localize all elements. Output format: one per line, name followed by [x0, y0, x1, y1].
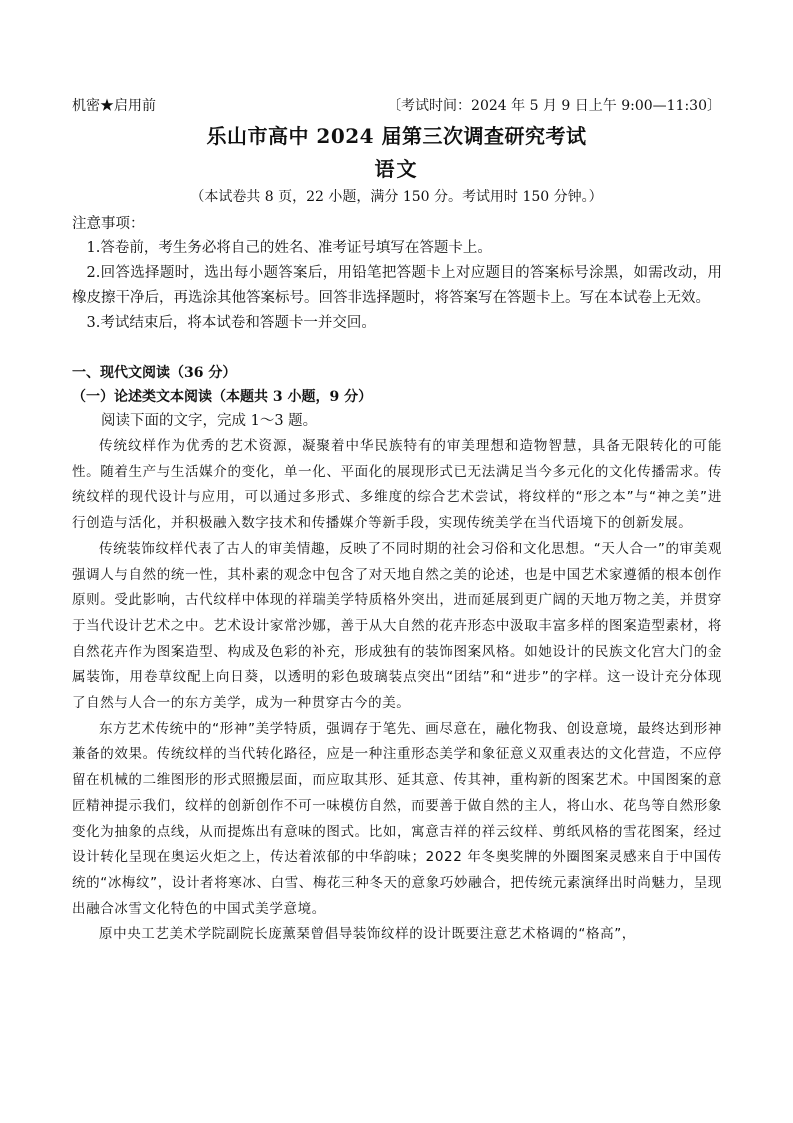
note-item: 3.考试结束后，将本试卷和答题卡一并交回。	[86, 315, 376, 331]
notes-list	[72, 236, 722, 336]
passage-paragraph: 传统纹样作为优秀的艺术资源，凝聚着中华民族特有的审美理想和造物智慧，具备无限转化的可能性。随着生产与生活媒介的变化，单一化、平面化的展现形式已无法满足当今多元化的文化传播需求。传统纹样的现代设计与应用，可以通过多形式、多维度的综合艺术尝试，将纹样的“形之本”与“神之美”进行创造与活化，并积极融入数字技术和传播媒介等新手段，实现传统美学在当代语境下的创新发展。	[72, 438, 722, 532]
section-heading: 一、现代文阅读（36 分）	[72, 365, 237, 381]
confidential-label: 机密★启用前	[72, 98, 156, 114]
exam-time: 〔考试时间：2024 年 5 月 9 日上午 9:00—11:30〕	[387, 98, 721, 114]
reading-instruction: 阅读下面的文字，完成 1～3 题。	[101, 413, 318, 429]
subject-title: 语文	[374, 157, 419, 181]
passage-paragraph: 原中央工艺美术学院副院长庞薰琹曾倡导装饰纹样的设计既要注意艺术格调的“格高”，	[99, 926, 636, 943]
page-title: 乐山市高中 2024 届第三次调查研究考试	[206, 124, 587, 148]
header-line	[72, 96, 721, 116]
note-item: 1.答卷前，考生务必将自己的姓名、准考证号填写在答题卡上。	[86, 240, 492, 256]
subsection-heading: （一）论述类文本阅读（本题共 3 小题，9 分）	[72, 389, 373, 405]
passage-paragraph: 东方艺术传统中的“形神”美学特质，强调存于笔先、画尽意在，融化物我、创设意境，最终达到形神兼备的效果。传统纹样的当代转化路径，应是一种注重形态美学和象征意义双重表达的文化营造，不应停留在机械的二维图形的形式照搬层面，而应取其形、延其意、传其神，重构新的图案艺术。中国图案的意匠精神提示我们，纹样的创新创作不可一味模仿自然，而要善于做自然的主人，将山水、花鸟等自然形象变化为抽象的点线，从而提炼出有意味的图式。比如，寓意吉祥的祥云纹样、剪纸风格的雪花图案，经过设计转化呈现在奥运火炬之上，传达着浓郁的中华韵味；2022 年冬奥奖牌的外圈图案灵感来自于中国传统的“冰梅纹”，设计者将寒冰、白雪、梅花三种冬天的意象巧妙融合，把传统元素演绎出时尚魅力，呈现出融合冰雪文化特色的中国式美学意境。	[72, 720, 722, 917]
exam-info: （本试卷共 8 页，22 小题，满分 150 分。考试用时 150 分钟。）	[190, 189, 603, 205]
reading-passage	[72, 434, 722, 948]
passage-paragraph: 传统装饰纹样代表了古人的审美情趣，反映了不同时期的社会习俗和文化思想。“天人合一”的审美观强调人与自然的统一性，其朴素的观念中包含了对天地自然之美的论述，也是中国艺术家遵循的根本创作原则。受此影响，古代纹样中体现的祥瑞美学特质格外突出，进而延展到更广阔的天地万物之美，并贯穿于当代设计艺术之中。艺术设计家常沙娜，善于从大自然的花卉形态中汲取丰富多样的图案造型素材，将自然花卉作为图案造型、构成及色彩的补充，形成独有的装饰图案风格。如她设计的民族文化宫大门的金属装饰，用卷草纹配上向日葵，以透明的彩色玻璃装点突出“团结”和“进步”的字样。这一设计充分体现了自然与人合一的东方美学，成为一种贯穿古今的美。	[72, 540, 722, 712]
notes-title: 注意事项：	[72, 216, 145, 232]
note-item: 2.回答选择题时，选出每小题答案后，用铅笔把答题卡上对应题目的答案标号涂黑，如需改动，用橡皮擦干净后，再选涂其他答案标号。回答非选择题时，将答案写在答题卡上。写在本试卷上无效。	[72, 265, 722, 306]
